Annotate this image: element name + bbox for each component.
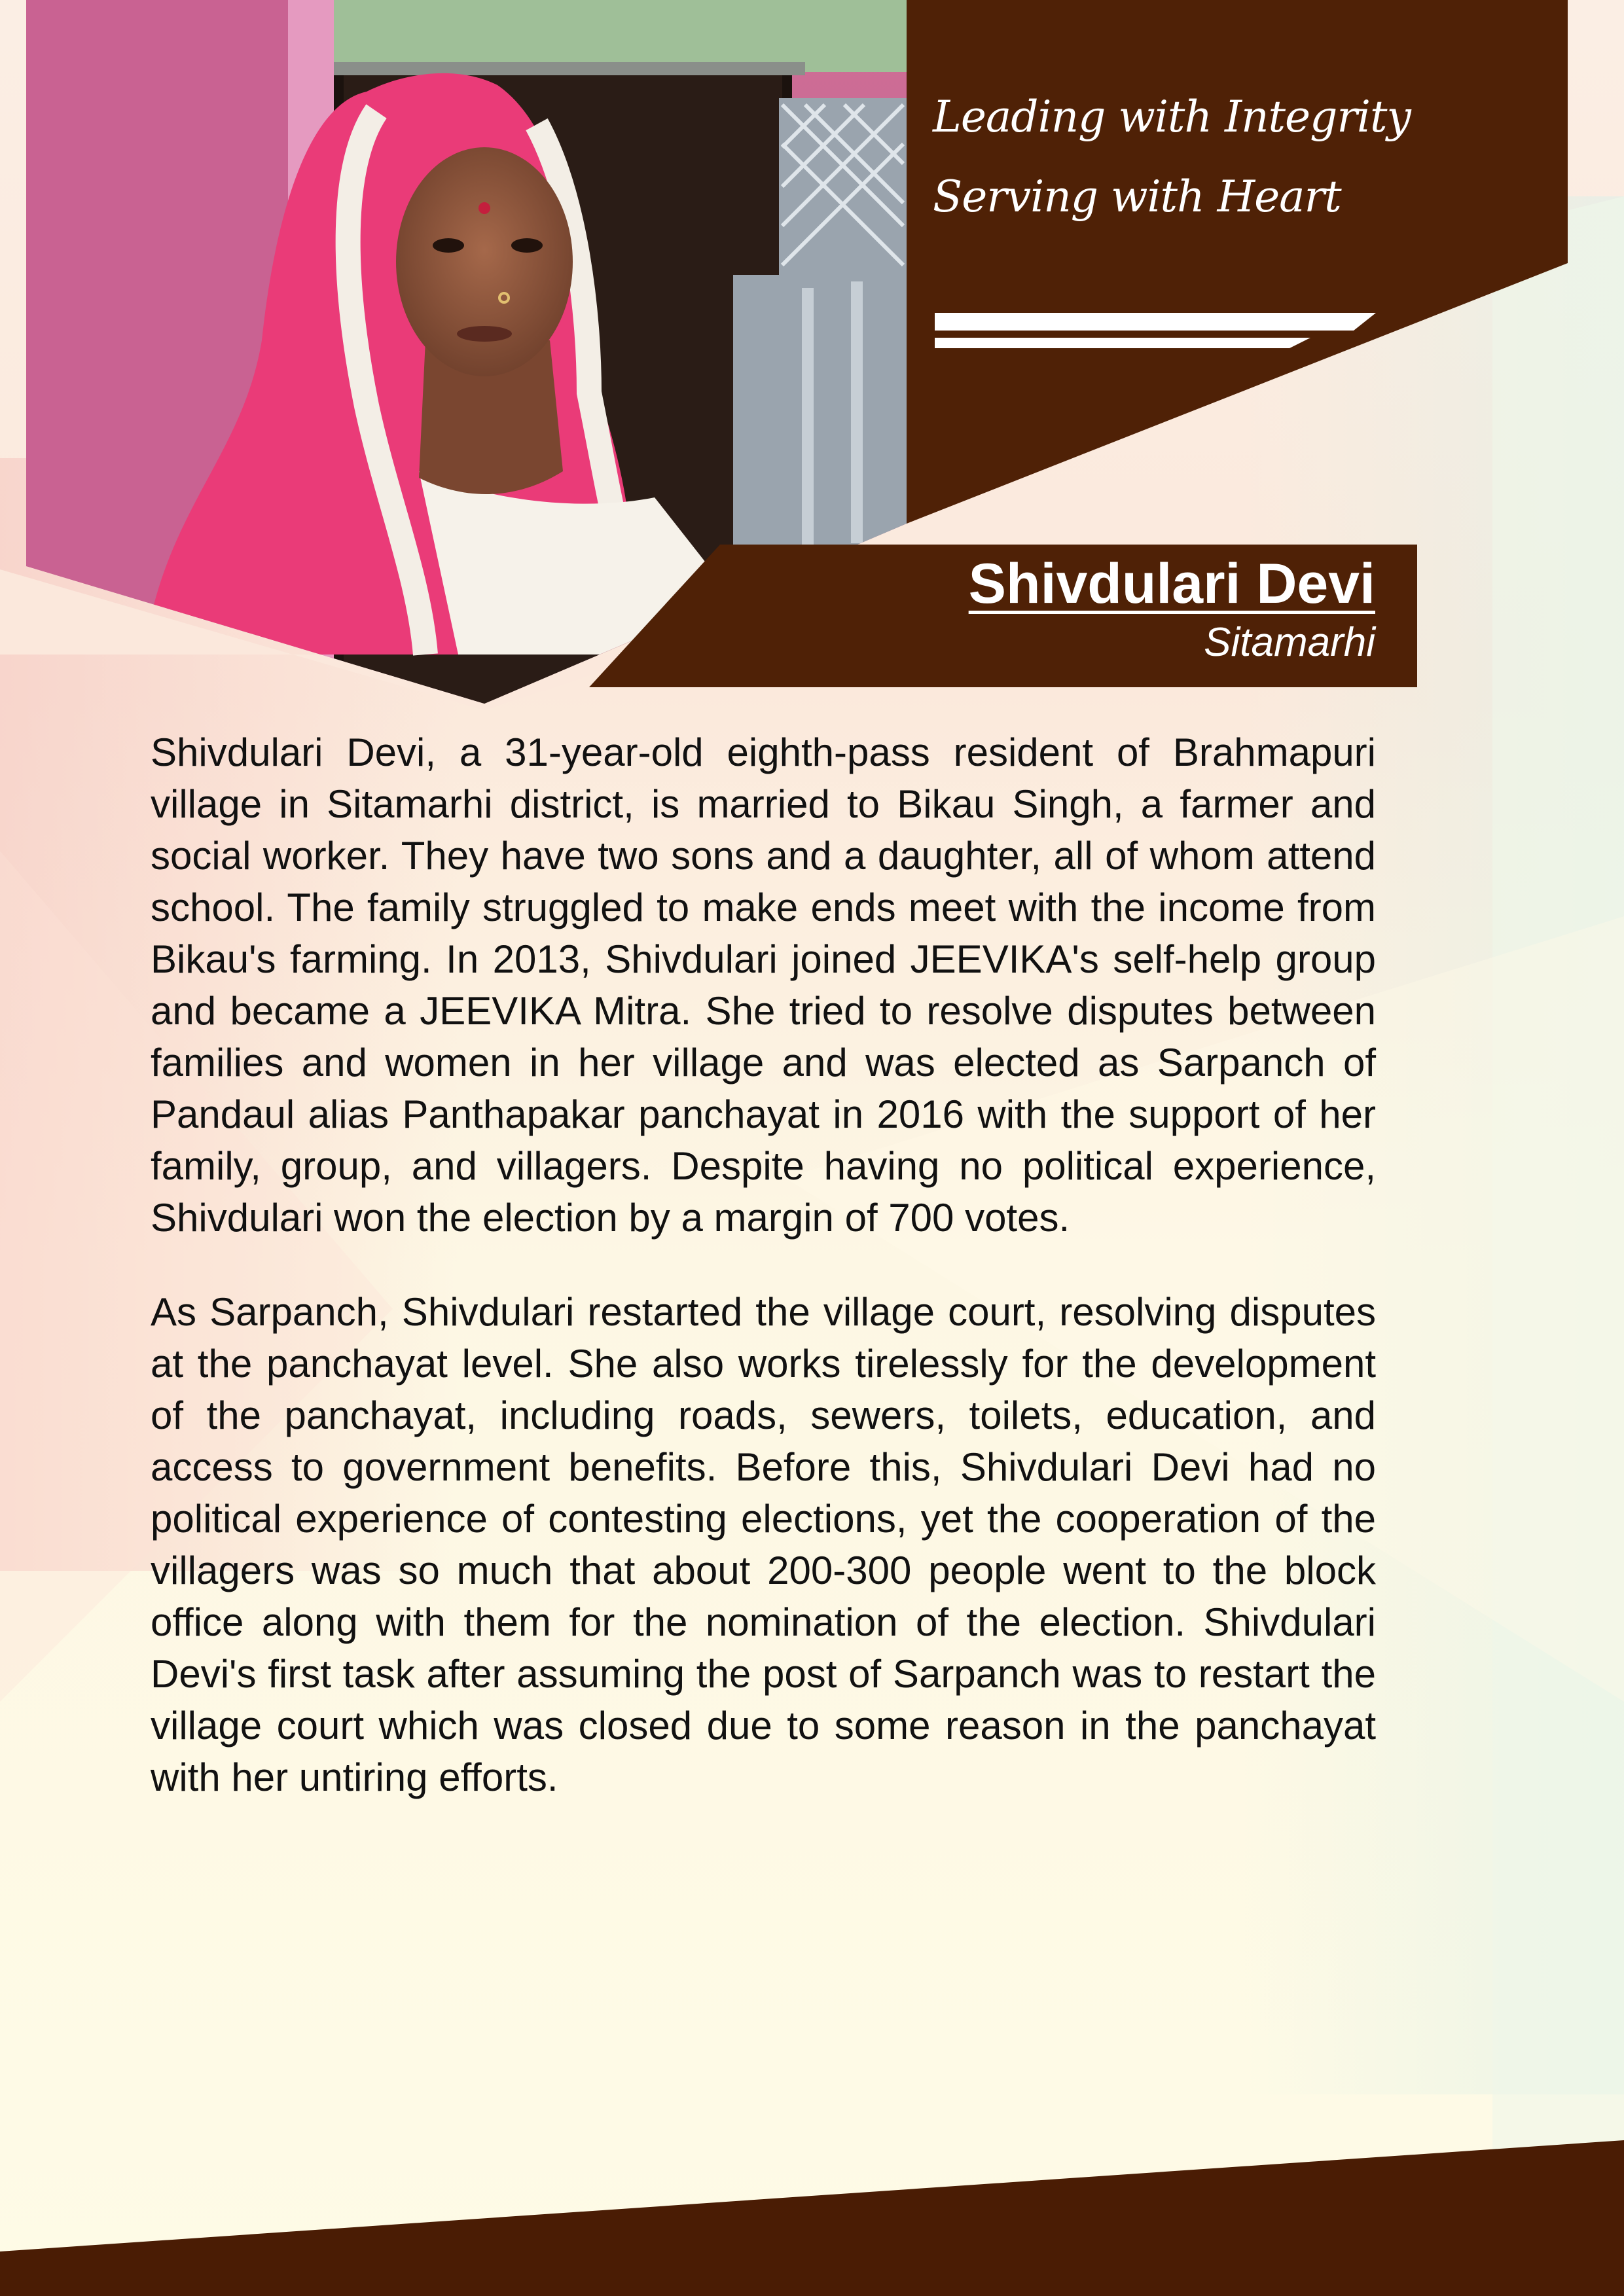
biography-paragraph-2: As Sarpanch, Shivdulari restarted the village court, resolving disputes at the panchayat level. She also works tirelessly for the development of the panchayat, including roads, sewers, toilets, education, and access to government benefits. Before this, Shivdulari Devi had no political experience of contesting elections, yet the cooperation of the villagers was so much that about 200-300 people went to the block office along with them for the nomination of the election. Shivdulari Devi's first task after assuming the post of Sarpanch was to restart the village court which was closed due to some reason in the panchayat with her untiring efforts. bbox=[151, 1290, 1376, 1799]
profile-name-block bbox=[969, 551, 1375, 669]
tagline: Leading with Integrity Serving with Heart bbox=[933, 92, 1411, 222]
decorative-stripe-1 bbox=[935, 313, 1376, 331]
profile-name: Shivdulari Devi bbox=[968, 552, 1375, 615]
footer-band bbox=[0, 2140, 1624, 2296]
decorative-stripe-2 bbox=[935, 338, 1310, 348]
profile-location: Sitamarhi bbox=[1204, 620, 1375, 665]
biography-paragraph-1: Shivdulari Devi, a 31-year-old eighth-pass resident of Brahmapuri village in Sitamarhi district, is married to Bikau Singh, a farmer and social worker. They have two sons and a daughter, all of whom attend school. The family struggled to make ends meet with the income from Bikau's farming. In 2013, Shivdulari joined JEEVIKA's self-help group and became a JEEVIKA Mitra. She tried to resolve disputes between families and women in her village and was elected as Sarpanch of Pandaul alias Panthapakar panchayat in 2016 with the support of her family, group, and villagers. Despite having no political experience, Shivdulari won the election by a margin of 700 votes. bbox=[151, 730, 1376, 1240]
biography-text bbox=[151, 726, 1376, 1846]
